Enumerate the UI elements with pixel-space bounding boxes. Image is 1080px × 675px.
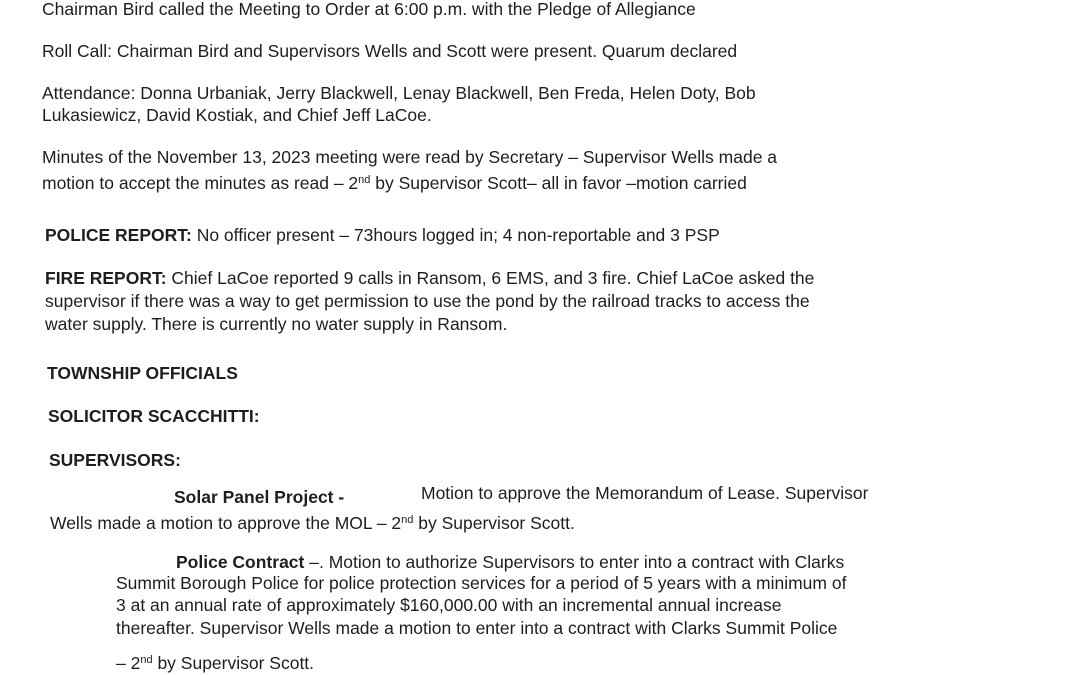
call-to-order-text: Chairman Bird called the Meeting to Order at 6:00 p.m. with the Pledge of Allegiance [42, 0, 696, 19]
solar-panel-line-2-text-b: by Supervisor Scott. [413, 513, 575, 533]
police-contract-line-5-text-b: by Supervisor Scott. [152, 653, 315, 673]
police-contract-line-5-text-a: – 2 [116, 653, 141, 673]
police-contract-heading: Police Contract [176, 552, 305, 572]
police-contract-ordinal-suffix: nd [140, 654, 153, 666]
fire-report-line-2: supervisor if there was a way to get permission to use the pond by the railroad tracks to access the [45, 291, 810, 311]
solar-panel-line-1 [174, 486, 344, 508]
police-contract-line-4: thereafter. Supervisor Wells made a motion to enter into a contract with Clarks Summit Police [116, 618, 838, 638]
attendance-line-1: Attendance: Donna Urbaniak, Jerry Blackwell, Lenay Blackwell, Ben Freda, Helen Doty, Bob [42, 83, 756, 103]
fire-report-line-1 [45, 267, 814, 289]
police-report-line [45, 224, 720, 246]
supervisors-heading: SUPERVISORS: [49, 450, 181, 470]
minutes-line-2 [42, 172, 747, 194]
solar-panel-line-2-text-a: Wells made a motion to approve the MOL – 2 [50, 513, 402, 533]
roll-call-text: Roll Call: Chairman Bird and Supervisors Wells and Scott were present. Quarum declared [42, 41, 738, 61]
minutes-line-2-text-a: motion to accept the minutes as read – 2 [42, 173, 359, 193]
township-officials-heading: TOWNSHIP OFFICIALS [47, 363, 238, 383]
police-contract-text: –. Motion to authorize Supervisors to enter into a contract with Clarks [304, 552, 845, 572]
fire-report-line-3: water supply. There is currently no water supply in Ransom. [45, 314, 508, 334]
solar-panel-text: Motion to approve the Memorandum of Lease. Supervisor [421, 483, 869, 503]
police-contract-line-1 [176, 551, 844, 573]
police-report-text: No officer present – 73hours logged in; 4 non-reportable and 3 PSP [191, 225, 720, 245]
attendance-line-2: Lukasiewicz, David Kostiak, and Chief Jeff LaCoe. [42, 105, 432, 125]
police-contract-line-5 [116, 652, 314, 674]
fire-report-heading: FIRE REPORT: [45, 268, 167, 288]
fire-report-text-1: Chief LaCoe reported 9 calls in Ransom, 6 EMS, and 3 fire. Chief LaCoe asked the [166, 268, 815, 288]
minutes-line-2-text-b: by Supervisor Scott– all in favor –motion carried [370, 173, 747, 193]
minutes-line-1: Minutes of the November 13, 2023 meeting were read by Secretary – Supervisor Wells made a [42, 147, 778, 167]
solicitor-heading: SOLICITOR SCACCHITTI: [48, 406, 260, 426]
solar-panel-line-2 [50, 512, 575, 534]
police-contract-line-2: Summit Borough Police for police protection services for a period of 5 years with a minimum of [116, 573, 847, 593]
solar-panel-heading: Solar Panel Project - [174, 487, 345, 507]
minutes-ordinal-suffix: nd [358, 174, 371, 186]
police-contract-line-3: 3 at an annual rate of approximately $160,000.00 with an incremental annual increase [116, 595, 782, 615]
solar-panel-ordinal-suffix: nd [401, 514, 414, 526]
police-report-heading: POLICE REPORT: [45, 225, 192, 245]
